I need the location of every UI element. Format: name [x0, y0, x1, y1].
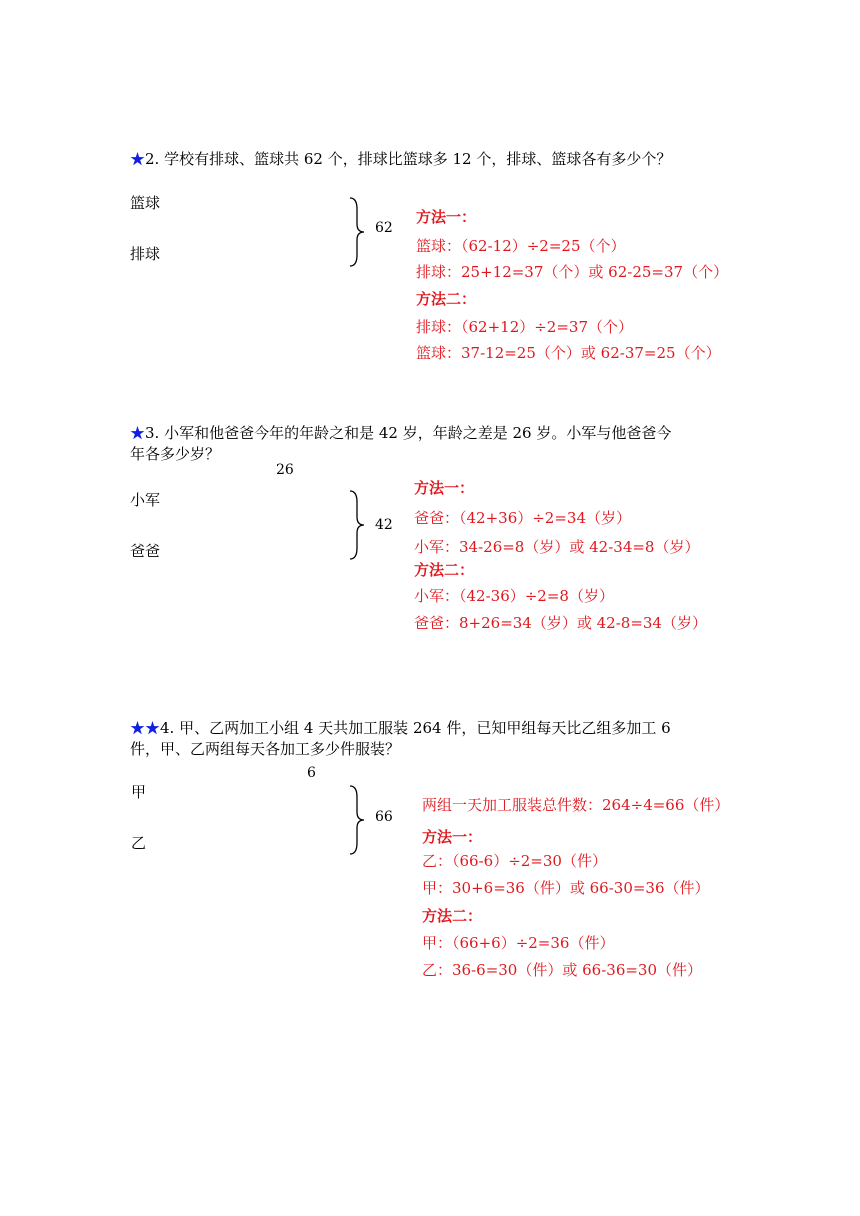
method-two-title: 方法二： — [416, 290, 477, 308]
solution-line: 小军：（42-36）÷2=8（岁） — [414, 587, 614, 605]
problem-2-question — [130, 146, 671, 172]
solution-line: 小军：34-26=8（岁）或 42-34=8（岁） — [414, 538, 700, 556]
solution-line: 篮球：37-12=25（个）或 62-37=25（个） — [416, 344, 721, 362]
solution-line: 排球：（62+12）÷2=37（个） — [416, 318, 634, 336]
total-66: 66 — [375, 809, 393, 825]
question-line: 年各多少岁？ — [130, 445, 221, 463]
star-icon: ★ — [130, 150, 146, 168]
label-xiaojun: 小军 — [130, 491, 161, 509]
brace-icon — [348, 197, 370, 267]
difference-label: 26 — [276, 462, 294, 478]
solution-line: 甲：（66+6）÷2=36（件） — [422, 934, 615, 952]
solution-line: 爸爸：8+26=34（岁）或 42-8=34（岁） — [414, 614, 707, 632]
question-line: 3. 小军和他爸爸今年的年龄之和是 42 岁，年龄之差是 26 岁。小军与他爸爸今 — [145, 424, 672, 442]
total-42: 42 — [375, 517, 393, 533]
question-line: 件，甲、乙两组每天各加工多少件服装？ — [130, 740, 401, 758]
label-group-jia: 甲 — [131, 783, 147, 801]
question-line: 4. 甲、乙两加工小组 4 天共加工服装 264 件，已知甲组每天比乙组多加工 6 — [160, 719, 671, 737]
solution-line: 乙：36-6=30（件）或 66-36=30（件） — [422, 961, 703, 979]
star-icon: ★★ — [130, 719, 161, 737]
total-62: 62 — [375, 220, 393, 236]
daily-total-line: 两组一天加工服装总件数：264÷4=66（件） — [422, 796, 730, 814]
label-father: 爸爸 — [130, 542, 161, 560]
question-line: 2. 学校有排球、篮球共 62 个，排球比篮球多 12 个，排球、篮球各有多少个？ — [145, 150, 672, 168]
label-group-yi: 乙 — [131, 834, 147, 852]
method-two-title: 方法二： — [422, 907, 483, 925]
difference-label: 6 — [307, 765, 316, 781]
method-one-title: 方法一： — [422, 828, 483, 846]
label-volleyball: 排球 — [130, 245, 161, 263]
solution-line: 篮球：（62-12）÷2=25（个） — [416, 237, 626, 255]
solution-line: 甲：30+6=36（件）或 66-30=36（件） — [422, 879, 710, 897]
method-one-title: 方法一： — [416, 208, 477, 226]
solution-line: 排球：25+12=37（个）或 62-25=37（个） — [416, 263, 729, 281]
method-one-title: 方法一： — [414, 479, 475, 497]
method-two-title: 方法二： — [414, 561, 475, 579]
solution-line: 乙：（66-6）÷2=30（件） — [422, 852, 607, 870]
brace-icon — [348, 490, 370, 560]
label-basketball: 篮球 — [130, 194, 161, 212]
star-icon: ★ — [130, 424, 146, 442]
brace-icon — [348, 785, 370, 855]
solution-line: 爸爸：（42+36）÷2=34（岁） — [414, 509, 632, 527]
